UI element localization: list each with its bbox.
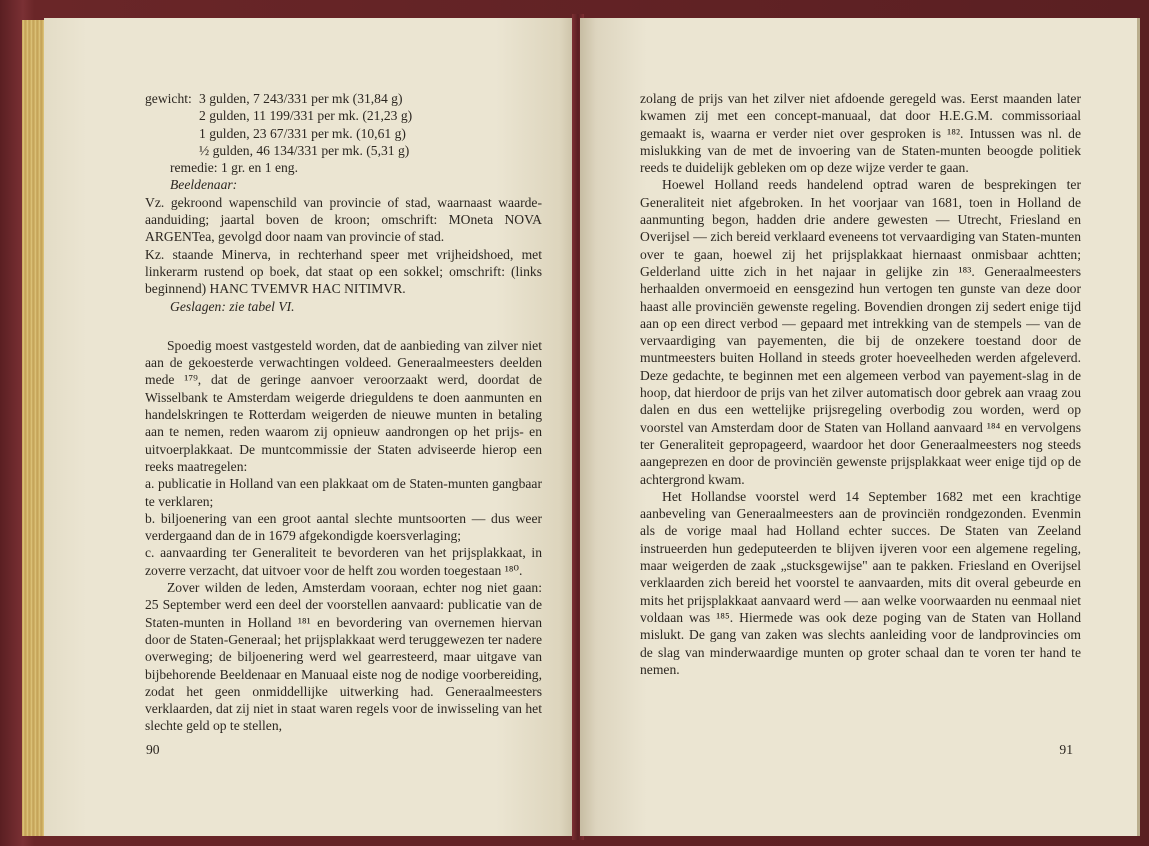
list-item-a: a. publicatie in Holland van een plakkaat om de Staten-munten gangbaar te verklaren;: [145, 476, 542, 509]
weight-row: ½ gulden, 46 134/331 per mk. (5,31 g): [199, 142, 410, 158]
obverse-text: Vz. gekroond wapenschild van provincie of stad, waarnaast waarde-aanduiding; jaartal boven de kroon; omschrift: MOneta NOVA ARGENTea, gevolgd door naam van provincie of stad.: [145, 194, 542, 245]
weight-row: 2 gulden, 11 199/331 per mk. (21,23 g): [199, 108, 413, 124]
obverse-reverse: [145, 194, 542, 315]
paragraph: Het Hollandse voorstel werd 14 September 1682 met een krachtige aanbeveling van Generaalmeesters aan de provinciën rondgezonden. Evenmin als de vorige maal had Holland echter succes. De Staten van Zeeland instrueerden hun gedeputeerden te blijven ijveren voor een algemene regeling, maar weigerden de zaak „stucksgewijse" aan te pakken. Friesland en Overijsel verklaarden zich bereid het voorstel te aanvaarden, mits dit overal gebeurde en mits het prijsplakkaat aanvaard werd — aan welke voorwaarden nu eenmaal niet voldaan was ¹⁸⁵. Hiermede was ook deze poging van de Staten van Holland mislukt. De gang van zaken was slechts aanleiding voor de landprovincies om de slag van minderwaardige munten op groter schaal dan te voren ter hand te nemen.: [640, 488, 1081, 677]
description-block: [145, 159, 542, 194]
list-item-c: c. aanvaarding ter Generaliteit te bevorderen van het prijsplakkaat, in zoverre verzacht, dat uitvoer voor de helft zou worden toegestaan ¹⁸⁰.: [145, 545, 542, 578]
remedie: remedie: 1 gr. en 1 eng.: [170, 160, 298, 176]
paragraph: Hoewel Holland reeds handelend optrad waren de besprekingen ter Generaliteit niet afgebroken. In het voorjaar van 1681, toen in Holland de aanmunting begon, hadden drie andere gewesten — Utrecht, Friesland en Overijsel — zich bereid verklaard eveneens tot vervaardiging van Staten-munten over te gaan, hoewel zij het prijsplakkaat hiernaast onmisbaar achtten; Gelderland uitte zich in het najaar in gelijke zin ¹⁸³. Generaalmeesters herhaalden onvermoeid en eensgezind hun vertogen ten gunste van deze door haast alle provinciën gewenste regeling. Bovendien drongen zij sedert enige tijd aan op een direct verbod — gepaard met intrekking van de stempels — van de vervaardiging van payementen, die bij de onzekere toestand door de muntmeesters buiten Holland in steeds groter hoeveelheden werden afgeleverd. Deze gedachte, te beginnen met een algemeen verbod van payement-slag in de hoop, dat hierdoor de prijs van het zilver automatisch door gebrek aan vraag zou dalen en dus een wettelijke prijsregeling overbodig zou worden, werd op voorstel van Amsterdam door de Staten van Holland aanvaard ¹⁸⁴ en vervolgens ter Generaliteit gepropageerd, waardoor het door Generaalmeesters nog steeds aangeprezen en door de provinciën gewenste prijsplakkaat weer enige tijd op de achtergrond kwam.: [640, 177, 1081, 487]
left-page: [44, 18, 576, 836]
reverse-text: Kz. staande Minerva, in rechterhand speer met vrijheidshoed, met linkerarm rustend op boek, dat staat op een sokkel; omschrift: (links beginnend) HANC TVEMVR HAC NITIMVR.: [145, 246, 542, 297]
page-edges: [22, 20, 44, 836]
geslagen-line: Geslagen: zie tabel VI.: [170, 298, 295, 314]
page-number-left: 90: [146, 741, 160, 757]
paragraph: Spoedig moest vastgesteld worden, dat de aanbieding van zilver niet aan de gekoesterde verwachtingen voldeed. Generaalmeesters deelden mede ¹⁷⁹, dat de geringe aanvoer veroorzaakt werd, doordat de Wisselbank te Amsterdam weigerde drieguldens te doen aanmunten en handelskringen te Rotterdam weigerden de nieuwe munten in betaling aan te nemen, reden waarom zij opnieuw aandrongen op het prijs- en uitvoerplakkaat. De muntcommissie der Staten adviseerde hierop een reeks maatregelen:: [145, 337, 542, 474]
right-page: [580, 18, 1140, 836]
weight-row: gewicht: 3 gulden, 7 243/331 per mk (31,84 g): [145, 91, 403, 106]
weights-block: [145, 90, 542, 159]
page-number-right: 91: [1059, 741, 1073, 757]
weight-row: 1 gulden, 23 67/331 per mk. (10,61 g): [199, 125, 406, 141]
list-item-b: b. biljoenering van een groot aantal slechte muntsoorten — dus weer verdergaand dan de in 1679 afgekondigde koersverlaging;: [145, 510, 542, 544]
beeldenaar-heading: Beeldenaar:: [170, 177, 238, 193]
paragraph: zolang de prijs van het zilver niet afdoende geregeld was. Eerst maanden later kwamen zij met een concept-manuaal, dat door H.E.G.M. commissoriaal gemaakt is, waarna er verder niet over gesproken is ¹⁸². Intussen was nl. de mislukking van de met de invoering van de Staten-munten beoogde politiek reeds te duidelijk gebleken om op deze wijze verder te gaan.: [640, 91, 1081, 176]
paragraph: Zover wilden de leden, Amsterdam vooraan, echter nog niet gaan: 25 September werd een deel der voorstellen aanvaard: publicatie van de Staten-munten in Holland ¹⁸¹ en bevordering van overnemen hiervan door de Staten-Generaal; het prijsplakkaat werd teruggewezen ter nadere overweging; de biljoenering werd wel gearresteerd, maar uitgave van bijbehorende Beeldenaar en Manuaal eiste nog de nodige voorbereiding, zodat het geen onmiddellijke uitwerking had. Generaalmeesters verklaarden, dat zij niet in staat waren regels voor de inwisseling van het slechte geld op te stellen,: [145, 580, 542, 734]
